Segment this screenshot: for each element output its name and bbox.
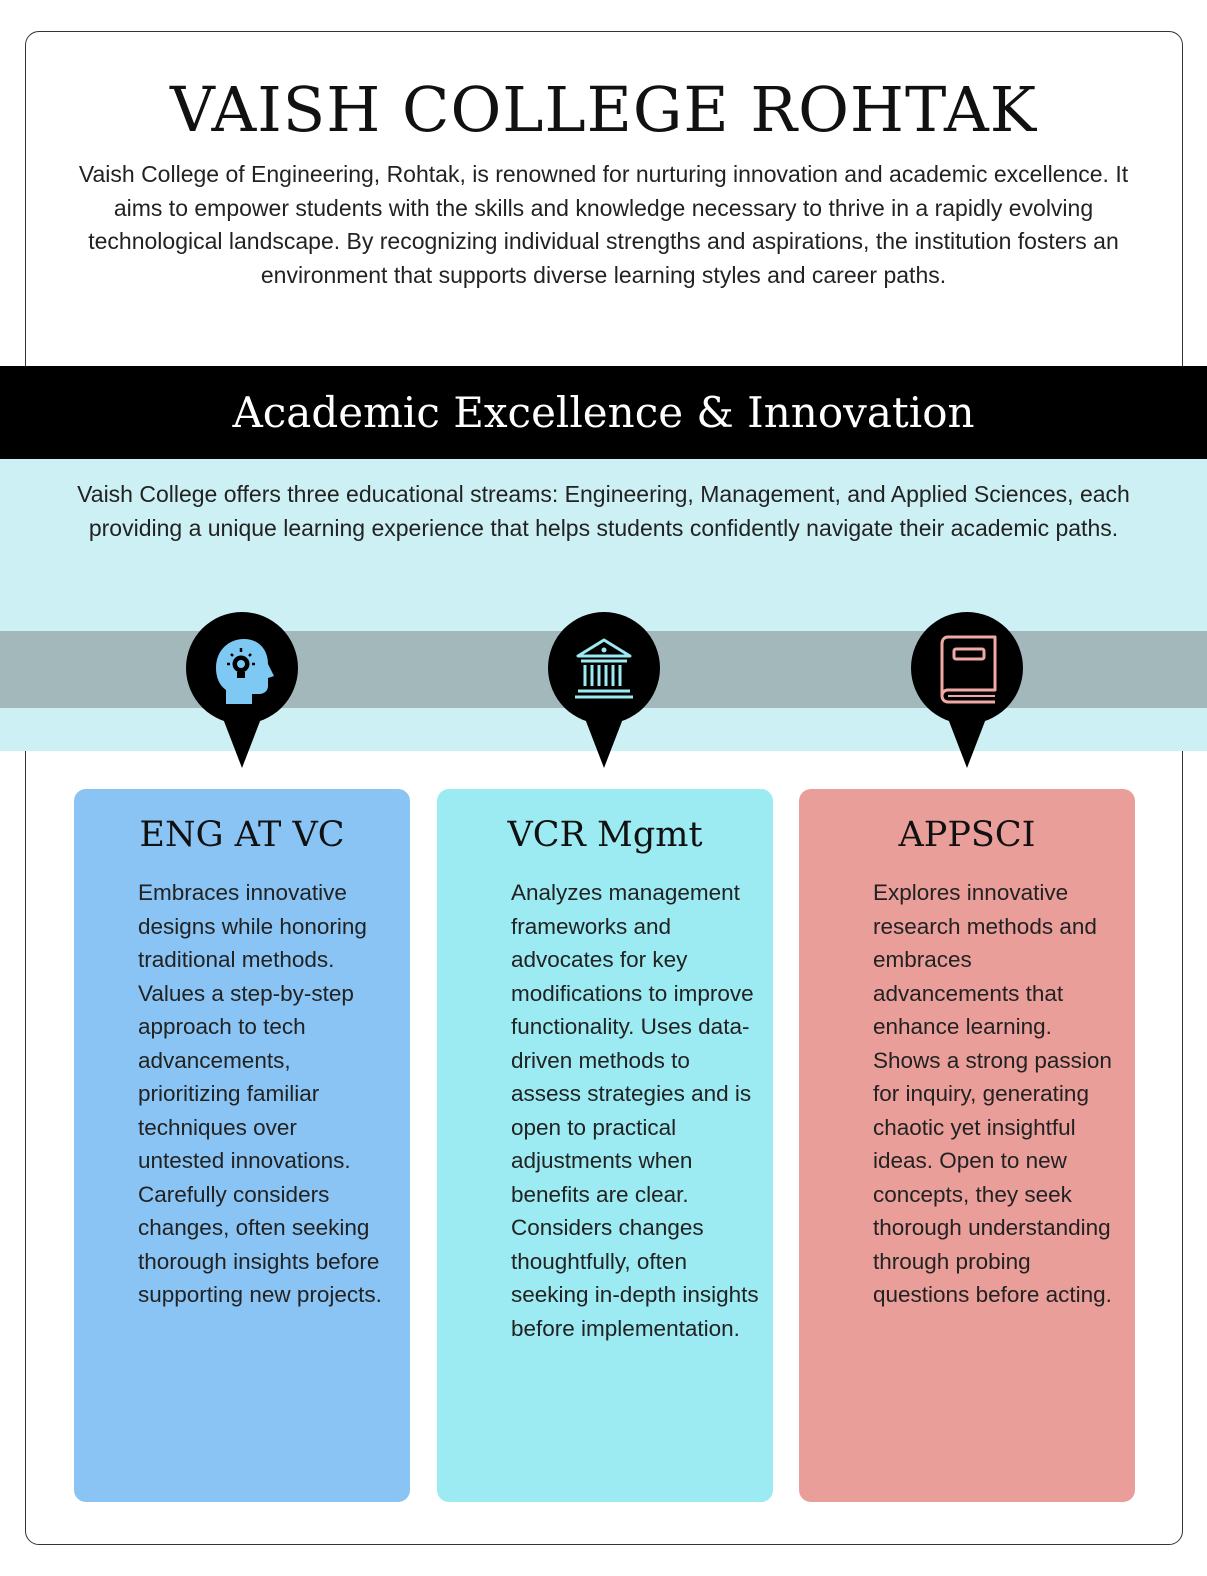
pin-marker-mgmt — [548, 612, 660, 770]
page-title: VAISH COLLEGE ROHTAK — [169, 73, 1038, 146]
intro-paragraph: Vaish College of Engineering, Rohtak, is renowned for nurturing innovation and academic excellence. It aims to empower students with the skills and knowledge necessary to thrive in a rapidly evolving technological landscape. By recognizing individual strengths and aspirations, the institution fosters an environment that supports diverse learning styles and career paths. — [78, 161, 1129, 288]
stream-card-management — [437, 789, 773, 1502]
card-description: Explores innovative research methods and embraces advancements that enhance learning. Shows a strong passion for inquiry, generating chaotic yet insightful ideas. Open to new concepts, they seek thorough understanding through probing questions before acting. — [873, 880, 1112, 1307]
card-title: APPSCI — [898, 815, 1036, 855]
streams-description: Vaish College offers three educational streams: Engineering, Management, and Applied Sciences, each providing a unique learning experience that helps students confidently navigate their academic paths. — [77, 481, 1130, 541]
card-title: VCR Mgmt — [507, 815, 703, 855]
card-title: ENG AT VC — [139, 815, 345, 855]
head-lightbulb-icon — [186, 612, 298, 770]
institution-building-icon — [548, 612, 660, 770]
section-banner: Academic Excellence & Innovation — [0, 366, 1207, 459]
stream-card-engineering — [74, 789, 410, 1502]
pin-marker-app — [911, 612, 1023, 770]
card-description: Analyzes management frameworks and advocates for key modifications to improve functionality. Uses data-driven methods to assess strategies and is open to practical adjustments when benefits are clear. Considers changes thoughtfully, often seeking in-depth insights before implementation. — [511, 880, 759, 1341]
stream-card-applied-sciences — [799, 789, 1135, 1502]
card-description: Embraces innovative designs while honoring traditional methods. Values a step-by-step approach to tech advancements, prioritizing familiar techniques over untested innovations. Carefully considers changes, often seeking thorough insights before supporting new projects. — [138, 880, 382, 1307]
pin-marker-eng — [186, 612, 298, 770]
book-icon — [911, 612, 1023, 770]
